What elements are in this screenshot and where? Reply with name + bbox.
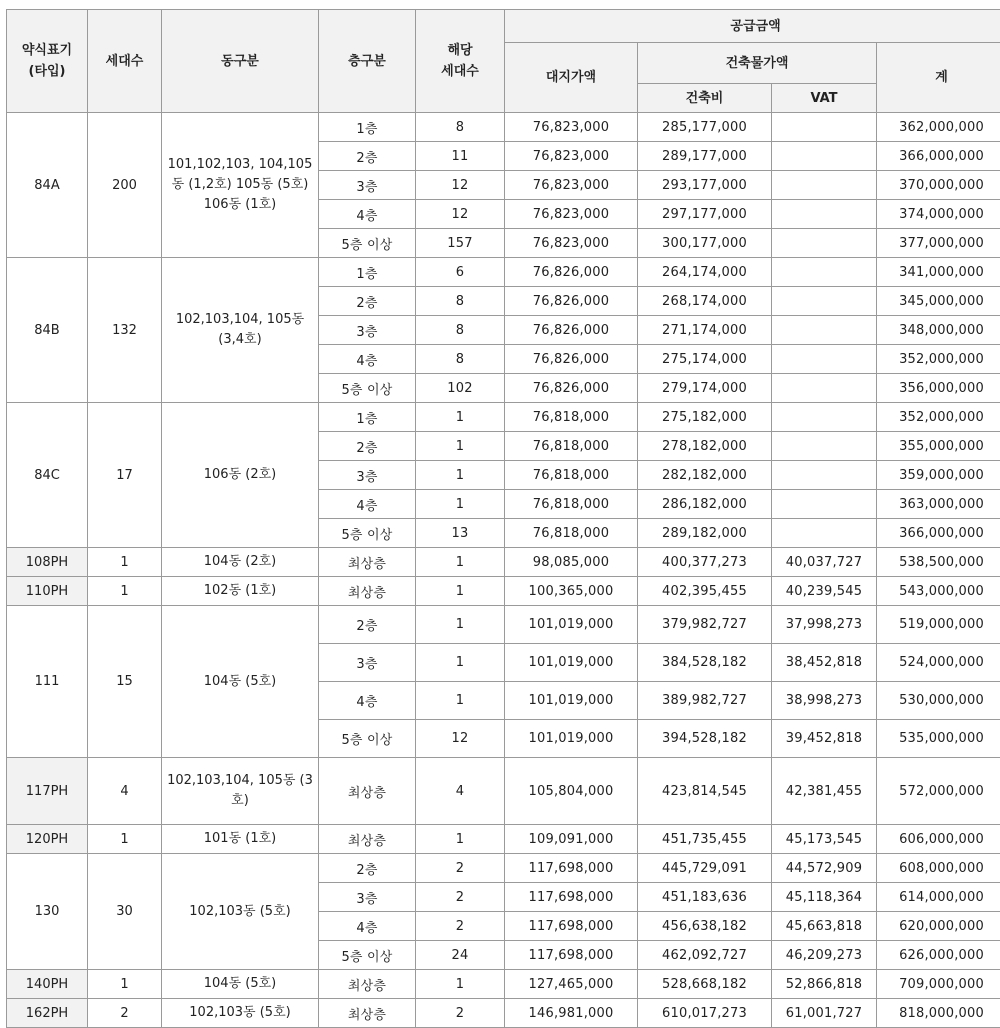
units-cell: 1: [88, 970, 162, 999]
construction-cost-cell: 264,174,000: [638, 258, 772, 287]
units-cell: 17: [88, 403, 162, 548]
type-cell: 84A: [7, 113, 88, 258]
vat-cell: [772, 113, 877, 142]
table-row: [7, 999, 1000, 1028]
total-cell: 370,000,000: [877, 171, 1000, 200]
units-cell: 15: [88, 606, 162, 758]
land-price-cell: 127,465,000: [505, 970, 638, 999]
floor-cell: 최상층: [319, 825, 416, 854]
construction-cost-cell: 268,174,000: [638, 287, 772, 316]
floor-units-cell: 1: [416, 970, 505, 999]
vat-cell: [772, 200, 877, 229]
dong-cell: 106동 (2호): [162, 403, 319, 548]
floor-units-cell: 12: [416, 720, 505, 758]
floor-cell: 5층 이상: [319, 519, 416, 548]
vat-cell: 45,118,364: [772, 883, 877, 912]
floor-cell: 2층: [319, 142, 416, 171]
total-cell: 355,000,000: [877, 432, 1000, 461]
floor-units-cell: 8: [416, 345, 505, 374]
header-construction: 건축비: [638, 84, 772, 113]
vat-cell: 38,998,273: [772, 682, 877, 720]
construction-cost-cell: 379,982,727: [638, 606, 772, 644]
floor-cell: 4층: [319, 490, 416, 519]
land-price-cell: 76,826,000: [505, 345, 638, 374]
construction-cost-cell: 275,174,000: [638, 345, 772, 374]
land-price-cell: 76,823,000: [505, 229, 638, 258]
units-cell: 132: [88, 258, 162, 403]
floor-cell: 3층: [319, 644, 416, 682]
type-cell: 130: [7, 854, 88, 970]
table-row: [7, 403, 1000, 432]
total-cell: 366,000,000: [877, 519, 1000, 548]
type-cell: 110PH: [7, 577, 88, 606]
floor-units-cell: 102: [416, 374, 505, 403]
type-cell: 84C: [7, 403, 88, 548]
construction-cost-cell: 445,729,091: [638, 854, 772, 883]
floor-units-cell: 12: [416, 171, 505, 200]
total-cell: 519,000,000: [877, 606, 1000, 644]
floor-units-cell: 13: [416, 519, 505, 548]
floor-cell: 5층 이상: [319, 941, 416, 970]
floor-units-cell: 2: [416, 883, 505, 912]
total-cell: 524,000,000: [877, 644, 1000, 682]
header-units: 세대수: [88, 10, 162, 113]
construction-cost-cell: 278,182,000: [638, 432, 772, 461]
floor-cell: 최상층: [319, 577, 416, 606]
floor-units-cell: 1: [416, 644, 505, 682]
floor-cell: 최상층: [319, 548, 416, 577]
type-cell: 140PH: [7, 970, 88, 999]
header-total: 계: [877, 43, 1000, 113]
land-price-cell: 117,698,000: [505, 854, 638, 883]
dong-cell: 102동 (1호): [162, 577, 319, 606]
land-price-cell: 76,823,000: [505, 171, 638, 200]
floor-cell: 4층: [319, 912, 416, 941]
header-building: 건축물가액: [638, 43, 877, 84]
land-price-cell: 76,823,000: [505, 200, 638, 229]
table-row: [7, 577, 1000, 606]
land-price-cell: 105,804,000: [505, 758, 638, 825]
type-cell: 108PH: [7, 548, 88, 577]
floor-units-cell: 1: [416, 825, 505, 854]
table-body: [7, 113, 1000, 1028]
floor-cell: 5층 이상: [319, 374, 416, 403]
vat-cell: 38,452,818: [772, 644, 877, 682]
floor-units-cell: 2: [416, 912, 505, 941]
vat-cell: [772, 374, 877, 403]
vat-cell: [772, 519, 877, 548]
land-price-cell: 76,826,000: [505, 287, 638, 316]
dong-cell: 101,102,103, 104,105동 (1,2호) 105동 (5호) 106동 (1호): [162, 113, 319, 258]
floor-units-cell: 1: [416, 403, 505, 432]
vat-cell: 40,239,545: [772, 577, 877, 606]
total-cell: 377,000,000: [877, 229, 1000, 258]
units-cell: 4: [88, 758, 162, 825]
total-cell: 345,000,000: [877, 287, 1000, 316]
type-cell: 84B: [7, 258, 88, 403]
land-price-cell: 101,019,000: [505, 644, 638, 682]
floor-cell: 최상층: [319, 970, 416, 999]
dong-cell: 102,103동 (5호): [162, 854, 319, 970]
total-cell: 348,000,000: [877, 316, 1000, 345]
table-row: [7, 113, 1000, 142]
vat-cell: [772, 142, 877, 171]
dong-cell: 104동 (2호): [162, 548, 319, 577]
construction-cost-cell: 451,735,455: [638, 825, 772, 854]
construction-cost-cell: 610,017,273: [638, 999, 772, 1028]
construction-cost-cell: 462,092,727: [638, 941, 772, 970]
floor-cell: 1층: [319, 403, 416, 432]
construction-cost-cell: 282,182,000: [638, 461, 772, 490]
floor-units-cell: 8: [416, 113, 505, 142]
floor-cell: 3층: [319, 171, 416, 200]
land-price-cell: 76,823,000: [505, 142, 638, 171]
floor-cell: 5층 이상: [319, 720, 416, 758]
construction-cost-cell: 400,377,273: [638, 548, 772, 577]
construction-cost-cell: 389,982,727: [638, 682, 772, 720]
total-cell: 709,000,000: [877, 970, 1000, 999]
vat-cell: [772, 345, 877, 374]
construction-cost-cell: 402,395,455: [638, 577, 772, 606]
type-cell: 111: [7, 606, 88, 758]
construction-cost-cell: 394,528,182: [638, 720, 772, 758]
vat-cell: 37,998,273: [772, 606, 877, 644]
floor-cell: 4층: [319, 682, 416, 720]
land-price-cell: 76,826,000: [505, 374, 638, 403]
construction-cost-cell: 384,528,182: [638, 644, 772, 682]
supply-price-table: [6, 9, 1000, 1028]
floor-units-cell: 1: [416, 606, 505, 644]
type-cell: 117PH: [7, 758, 88, 825]
floor-cell: 5층 이상: [319, 229, 416, 258]
floor-cell: 4층: [319, 200, 416, 229]
floor-units-cell: 24: [416, 941, 505, 970]
vat-cell: [772, 403, 877, 432]
floor-units-cell: 8: [416, 316, 505, 345]
total-cell: 614,000,000: [877, 883, 1000, 912]
construction-cost-cell: 451,183,636: [638, 883, 772, 912]
floor-units-cell: 1: [416, 577, 505, 606]
header-dong: 동구분: [162, 10, 319, 113]
dong-cell: 101동 (1호): [162, 825, 319, 854]
land-price-cell: 76,826,000: [505, 258, 638, 287]
total-cell: 572,000,000: [877, 758, 1000, 825]
construction-cost-cell: 423,814,545: [638, 758, 772, 825]
header-floor-units: 해당 세대수: [416, 10, 505, 113]
units-cell: 30: [88, 854, 162, 970]
table-row: [7, 258, 1000, 287]
dong-cell: 102,103동 (5호): [162, 999, 319, 1028]
table-row: [7, 825, 1000, 854]
total-cell: 626,000,000: [877, 941, 1000, 970]
header-floor: 층구분: [319, 10, 416, 113]
vat-cell: 40,037,727: [772, 548, 877, 577]
total-cell: 356,000,000: [877, 374, 1000, 403]
floor-units-cell: 1: [416, 490, 505, 519]
land-price-cell: 117,698,000: [505, 883, 638, 912]
header-vat: VAT: [772, 84, 877, 113]
construction-cost-cell: 286,182,000: [638, 490, 772, 519]
header-supply: 공급금액: [505, 10, 1000, 43]
total-cell: 366,000,000: [877, 142, 1000, 171]
floor-cell: 3층: [319, 316, 416, 345]
floor-cell: 3층: [319, 461, 416, 490]
floor-cell: 4층: [319, 345, 416, 374]
construction-cost-cell: 289,177,000: [638, 142, 772, 171]
floor-units-cell: 1: [416, 548, 505, 577]
vat-cell: [772, 287, 877, 316]
header-land: 대지가액: [505, 43, 638, 113]
floor-cell: 1층: [319, 258, 416, 287]
total-cell: 538,500,000: [877, 548, 1000, 577]
construction-cost-cell: 275,182,000: [638, 403, 772, 432]
dong-cell: 102,103,104, 105동 (3,4호): [162, 258, 319, 403]
floor-cell: 3층: [319, 883, 416, 912]
dong-cell: 104동 (5호): [162, 970, 319, 999]
floor-cell: 1층: [319, 113, 416, 142]
total-cell: 359,000,000: [877, 461, 1000, 490]
land-price-cell: 76,818,000: [505, 519, 638, 548]
land-price-cell: 109,091,000: [505, 825, 638, 854]
construction-cost-cell: 528,668,182: [638, 970, 772, 999]
land-price-cell: 101,019,000: [505, 682, 638, 720]
units-cell: 1: [88, 825, 162, 854]
total-cell: 606,000,000: [877, 825, 1000, 854]
total-cell: 543,000,000: [877, 577, 1000, 606]
vat-cell: [772, 258, 877, 287]
units-cell: 200: [88, 113, 162, 258]
vat-cell: [772, 316, 877, 345]
construction-cost-cell: 297,177,000: [638, 200, 772, 229]
vat-cell: [772, 432, 877, 461]
floor-cell: 최상층: [319, 758, 416, 825]
floor-units-cell: 12: [416, 200, 505, 229]
floor-cell: 2층: [319, 854, 416, 883]
total-cell: 352,000,000: [877, 345, 1000, 374]
total-cell: 535,000,000: [877, 720, 1000, 758]
vat-cell: 42,381,455: [772, 758, 877, 825]
land-price-cell: 76,823,000: [505, 113, 638, 142]
land-price-cell: 98,085,000: [505, 548, 638, 577]
header-type: 약식표기 (타입): [7, 10, 88, 113]
table-row: [7, 970, 1000, 999]
vat-cell: [772, 171, 877, 200]
total-cell: 363,000,000: [877, 490, 1000, 519]
total-cell: 374,000,000: [877, 200, 1000, 229]
land-price-cell: 76,818,000: [505, 403, 638, 432]
construction-cost-cell: 271,174,000: [638, 316, 772, 345]
floor-units-cell: 1: [416, 682, 505, 720]
vat-cell: 44,572,909: [772, 854, 877, 883]
land-price-cell: 117,698,000: [505, 912, 638, 941]
floor-units-cell: 4: [416, 758, 505, 825]
total-cell: 608,000,000: [877, 854, 1000, 883]
floor-units-cell: 1: [416, 432, 505, 461]
construction-cost-cell: 293,177,000: [638, 171, 772, 200]
vat-cell: 46,209,273: [772, 941, 877, 970]
floor-units-cell: 157: [416, 229, 505, 258]
land-price-cell: 101,019,000: [505, 606, 638, 644]
table-row: [7, 606, 1000, 644]
table-row: [7, 758, 1000, 825]
land-price-cell: 101,019,000: [505, 720, 638, 758]
units-cell: 1: [88, 548, 162, 577]
vat-cell: 45,663,818: [772, 912, 877, 941]
dong-cell: 102,103,104, 105동 (3호): [162, 758, 319, 825]
table-row: [7, 548, 1000, 577]
table-row: [7, 854, 1000, 883]
floor-cell: 2층: [319, 432, 416, 461]
land-price-cell: 117,698,000: [505, 941, 638, 970]
construction-cost-cell: 279,174,000: [638, 374, 772, 403]
vat-cell: 61,001,727: [772, 999, 877, 1028]
floor-units-cell: 2: [416, 854, 505, 883]
floor-cell: 2층: [319, 287, 416, 316]
total-cell: 362,000,000: [877, 113, 1000, 142]
land-price-cell: 76,818,000: [505, 490, 638, 519]
floor-units-cell: 6: [416, 258, 505, 287]
units-cell: 2: [88, 999, 162, 1028]
vat-cell: 39,452,818: [772, 720, 877, 758]
land-price-cell: 76,818,000: [505, 432, 638, 461]
vat-cell: [772, 490, 877, 519]
land-price-cell: 76,818,000: [505, 461, 638, 490]
total-cell: 818,000,000: [877, 999, 1000, 1028]
land-price-cell: 100,365,000: [505, 577, 638, 606]
vat-cell: [772, 229, 877, 258]
construction-cost-cell: 300,177,000: [638, 229, 772, 258]
vat-cell: 45,173,545: [772, 825, 877, 854]
total-cell: 352,000,000: [877, 403, 1000, 432]
total-cell: 341,000,000: [877, 258, 1000, 287]
floor-cell: 2층: [319, 606, 416, 644]
total-cell: 530,000,000: [877, 682, 1000, 720]
construction-cost-cell: 289,182,000: [638, 519, 772, 548]
floor-cell: 최상층: [319, 999, 416, 1028]
construction-cost-cell: 456,638,182: [638, 912, 772, 941]
floor-units-cell: 1: [416, 461, 505, 490]
total-cell: 620,000,000: [877, 912, 1000, 941]
land-price-cell: 146,981,000: [505, 999, 638, 1028]
type-cell: 162PH: [7, 999, 88, 1028]
dong-cell: 104동 (5호): [162, 606, 319, 758]
land-price-cell: 76,826,000: [505, 316, 638, 345]
floor-units-cell: 11: [416, 142, 505, 171]
units-cell: 1: [88, 577, 162, 606]
vat-cell: [772, 461, 877, 490]
construction-cost-cell: 285,177,000: [638, 113, 772, 142]
floor-units-cell: 2: [416, 999, 505, 1028]
type-cell: 120PH: [7, 825, 88, 854]
vat-cell: 52,866,818: [772, 970, 877, 999]
floor-units-cell: 8: [416, 287, 505, 316]
